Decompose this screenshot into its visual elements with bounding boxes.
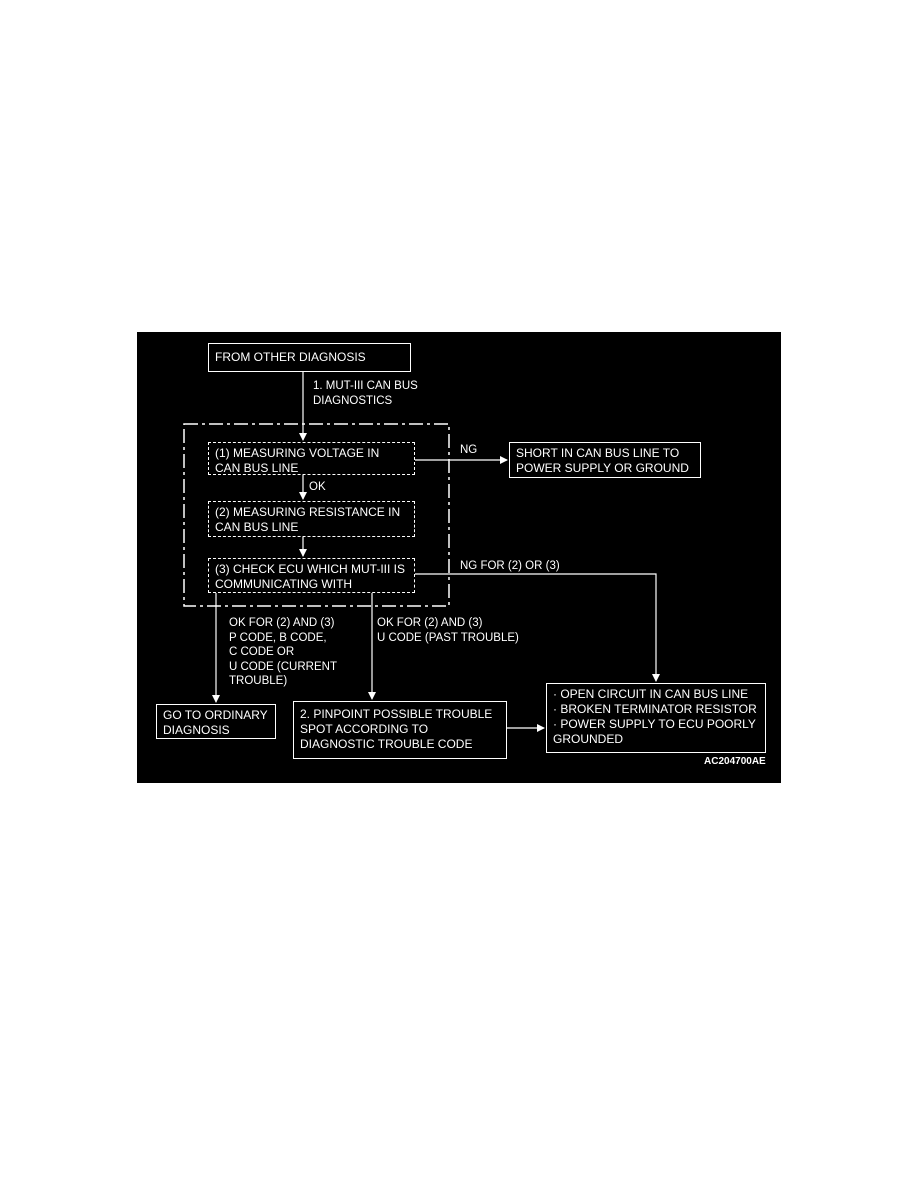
pinpoint-trouble-spot-box: 2. PINPOINT POSSIBLE TROUBLE SPOT ACCORDING TO DIAGNOSTIC TROUBLE CODE [293,701,507,759]
figure-reference-code: AC204700AE [704,756,766,767]
step3-check-ecu-box: (3) CHECK ECU WHICH MUT-III IS COMMUNICATING WITH [208,558,415,593]
short-in-can-bus-box: SHORT IN CAN BUS LINE TO POWER SUPPLY OR GROUND [509,442,701,478]
mut-iii-diagnostics-label: 1. MUT-III CAN BUS DIAGNOSTICS [313,380,418,407]
step1-voltage-box: (1) MEASURING VOLTAGE IN CAN BUS LINE [208,442,415,475]
step2-resistance-box: (2) MEASURING RESISTANCE IN CAN BUS LINE [208,501,415,537]
ng-label: NG [460,444,478,456]
from-other-diagnosis-box: FROM OTHER DIAGNOSIS [208,343,411,372]
ok-past-trouble-label: OK FOR (2) AND (3) U CODE (PAST TROUBLE) [377,617,519,644]
ng-for-2-or-3-label: NG FOR (2) OR (3) [460,560,560,572]
ok-label: OK [309,481,326,493]
go-to-ordinary-diagnosis-box: GO TO ORDINARY DIAGNOSIS [156,704,276,739]
open-circuit-causes-box: · OPEN CIRCUIT IN CAN BUS LINE · BROKEN TERMINATOR RESISTOR · POWER SUPPLY TO ECU POORLY GROUNDED [546,683,766,753]
flowchart-diagram [137,332,781,783]
ok-current-trouble-label: OK FOR (2) AND (3) P CODE, B CODE, C CODE OR U CODE (CURRENT TROUBLE) [229,617,337,687]
